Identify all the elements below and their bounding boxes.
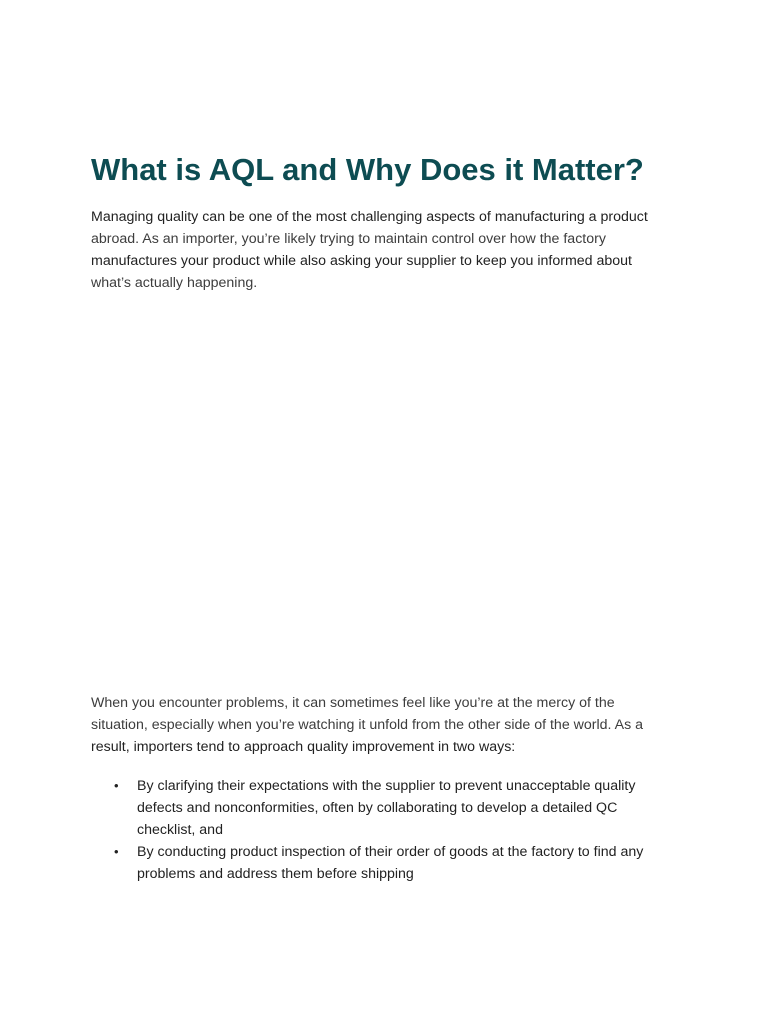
bullet-marker: • xyxy=(114,778,119,793)
followup-line: situation, especially when you’re watching it unfold from the other side of the world. As a xyxy=(91,717,644,733)
intro-line: what’s actually happening. xyxy=(91,275,258,291)
intro-line: abroad. As an importer, you’re likely trying to maintain control over how the factory xyxy=(91,231,606,247)
bullet-list xyxy=(91,775,691,885)
list-item xyxy=(91,841,691,885)
list-item-line: By conducting product inspection of their order of goods at the factory to find any xyxy=(137,844,644,860)
page-title: What is AQL and Why Does it Matter? xyxy=(91,152,644,187)
intro-line: manufactures your product while also asking your supplier to keep you informed about xyxy=(91,253,633,269)
followup-line: When you encounter problems, it can sometimes feel like you’re at the mercy of the xyxy=(91,695,615,711)
list-item-line: checklist, and xyxy=(137,822,223,838)
bullet-marker: • xyxy=(114,844,119,859)
followup-paragraph xyxy=(91,692,681,758)
followup-line: result, importers tend to approach quality improvement in two ways: xyxy=(91,739,516,755)
list-item-line: problems and address them before shipping xyxy=(137,866,414,882)
list-item xyxy=(91,775,691,841)
list-item-line: defects and nonconformities, often by collaborating to develop a detailed QC xyxy=(137,800,618,816)
intro-line: Managing quality can be one of the most challenging aspects of manufacturing a product xyxy=(91,209,648,225)
list-item-line: By clarifying their expectations with the supplier to prevent unacceptable quality xyxy=(137,778,636,794)
intro-paragraph xyxy=(91,206,681,294)
